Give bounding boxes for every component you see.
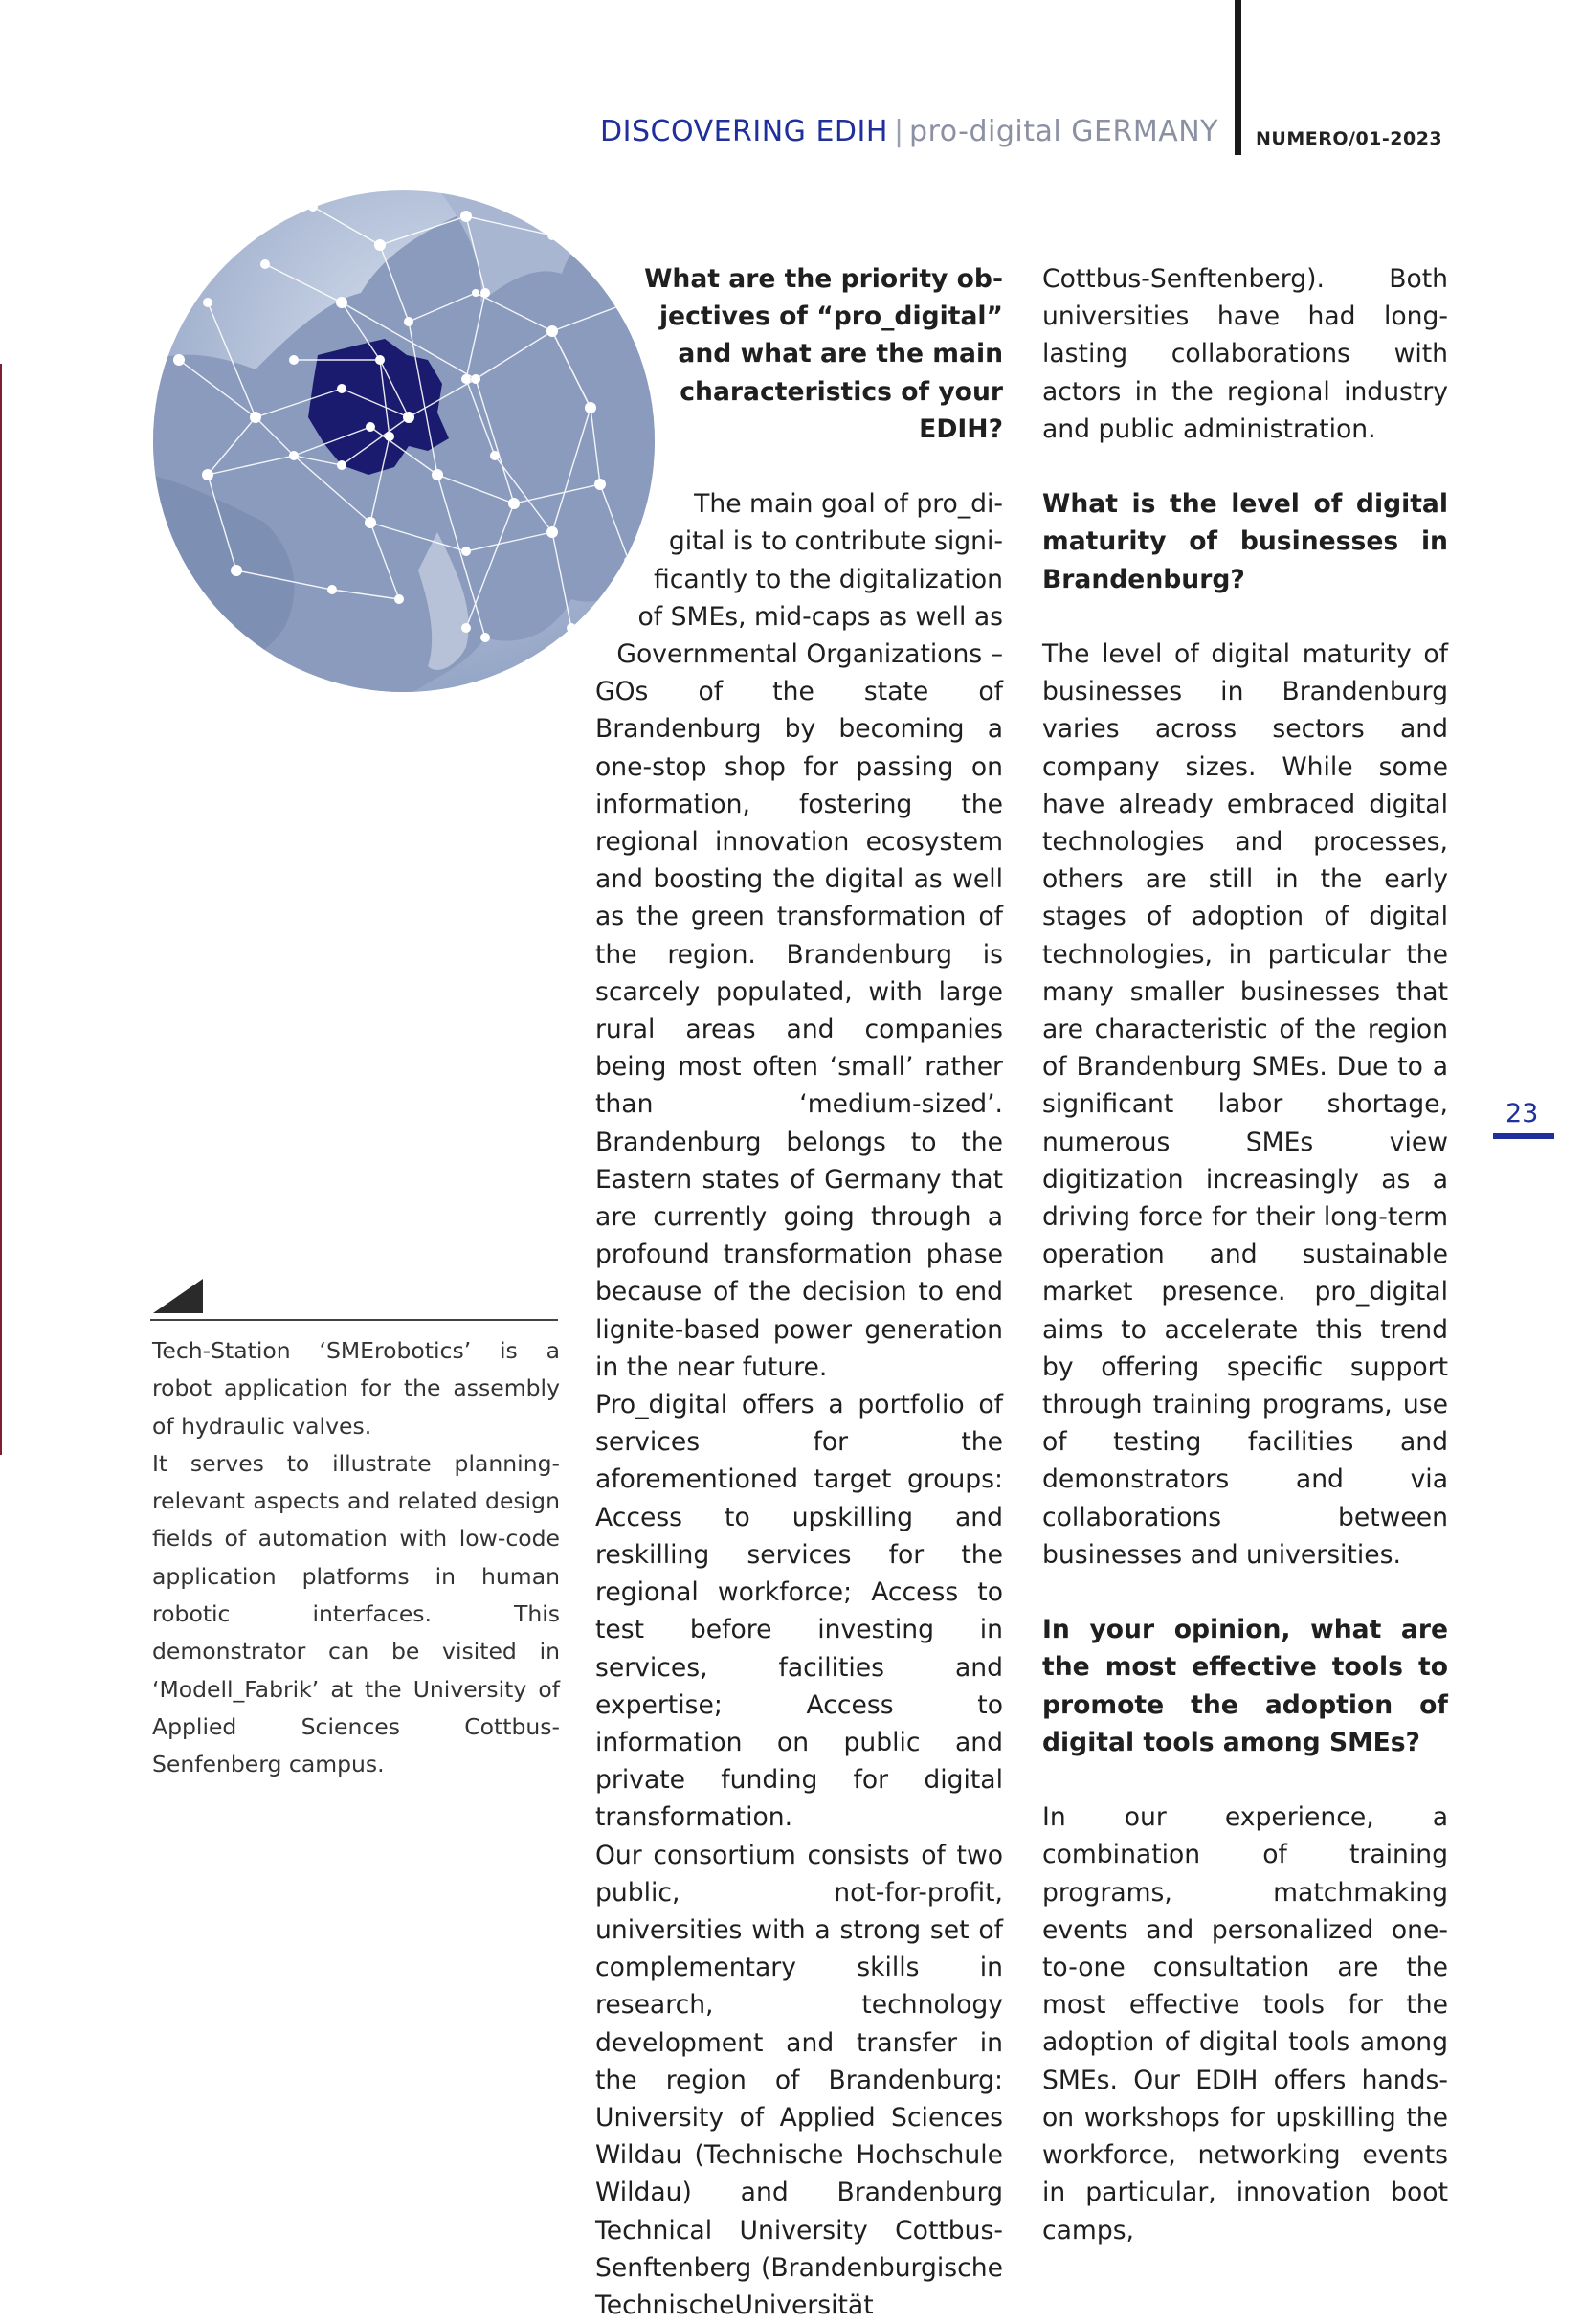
answer-continued-paragraph: Cottbus-Senftenberg). Both universities have had long-lasting collaborations with actors in the regional industry and public administration. <box>1042 264 1448 444</box>
europe-network-globe-icon <box>150 188 658 695</box>
page-edge-line <box>0 364 2 1455</box>
caption-marker <box>153 1279 203 1313</box>
page-number-bar <box>1493 1133 1554 1139</box>
answer-3-paragraph: Our consortium consists of two public, not-for-profit, universities with a strong set of complementary skills in research, technology development and transfer in the region of Brandenburg: University of Applied Sciences Wildau (Technische Hochschule Wildau) and Brandenburg Technical University Cottbus-Senftenberg (Brandenburgische TechnischeUniversität <box>595 1840 1003 2320</box>
question-3: In your opinion, what are the most effective tools to promote the adoption of digital tools among SMEs? <box>1042 1615 1448 1757</box>
answer-1-paragraph: GOs of the state of Brandenburg by becoming a one-stop shop for passing on information, fostering the regional innovation ecosystem and boosting the digital as well as the green transformation of the region. Brandenburg is scarcely populated, with large rural areas and companies being most often ‘small’ rather than ‘medium-sized’. Brandenburg belongs to the Eastern states of Germany that are currently going through a profound transformation phase because of the decision to end lignite-based power generation in the near future. <box>595 677 1003 1382</box>
issue-number: NUMERO/01-2023 <box>1256 128 1443 149</box>
answer-1-line-4: of SMEs, mid-caps as well as <box>637 601 1003 632</box>
answer-1-line-1: The main goal of pro_di- <box>694 489 1003 520</box>
answer-1-line-2: gital is to contribute signi- <box>668 526 1003 557</box>
article-column-2 <box>1042 260 1448 2249</box>
answer-2-paragraph: Pro_digital offers a portfolio of services for the aforementioned target groups: Access to upskilling and reskilling services for the regional workforce; Access to test before investing in services, facilities and expertise; Access to information on public and private funding for digital transformation. <box>595 1390 1003 1833</box>
question-1-line-5: EDIH? <box>919 413 1003 444</box>
spacer <box>595 448 1003 485</box>
answer-5-paragraph: In our experience, a combination of training programs, matchmaking events and personalized one-to-one consultation are the most effective tools for the adoption of digital tools among SMEs. Our EDIH offers hands-on workshops for upskilling the workforce, networking events in particular, innovation boot camps, <box>1042 1802 1448 2246</box>
spacer <box>1042 448 1448 485</box>
caption-rule <box>150 1319 558 1321</box>
question-1-line-2: jectives of “pro_digital” <box>658 302 1003 332</box>
article-column-1 <box>595 260 1003 2324</box>
question-1-line-3: and what are the main <box>678 339 1003 369</box>
spacer <box>1042 1761 1448 1799</box>
page-number: 23 <box>1505 1099 1539 1128</box>
answer-1-line-5: Governmental Organizations – <box>616 639 1003 670</box>
spacer <box>1042 1574 1448 1611</box>
answer-1-line-3: ficantly to the digitalization <box>653 564 1003 594</box>
image-caption <box>152 1332 560 1784</box>
answer-4-paragraph: The level of digital maturity of businesses in Brandenburg varies across sectors and company sizes. While some have already embraced digital technologies and processes, others are still in the early stages of adoption of digital technologies, in particular the many smaller businesses that are characteristic of the region of Brandenburg SMEs. Due to a significant labor shortage, numerous SMEs view digitization increasingly as a driving force for their long-term operation and sustainable market presence. pro_digital aims to accelerate this trend by offering specific support through training programs, use of testing facilities and demonstrators and via collaborations between businesses and universities. <box>1042 639 1448 1570</box>
question-1-line-1: What are the priority ob- <box>644 264 1003 294</box>
caption-paragraph-1: Tech-Station ‘SMErobotics’ is a robot application for the assembly of hydraulic valves. <box>152 1337 560 1440</box>
question-2: What is the level of digital maturity of businesses in Brandenburg? <box>1042 489 1448 594</box>
header-separator: | <box>893 115 904 148</box>
caption-paragraph-2: It serves to illustrate planning-relevant aspects and related design fields of automation with low-code application platforms in human robotic interfaces. This demonstrator can be visited in ‘Modell_Fabrik’ at the University of Applied Sciences Cottbus-Senfenberg campus. <box>152 1449 560 1778</box>
question-1-line-4: characteristics of your <box>680 376 1003 407</box>
header-subtitle: pro-digital GERMANY <box>909 115 1218 148</box>
header-vertical-rule <box>1235 0 1241 155</box>
header-section: DISCOVERING EDIH <box>600 115 888 148</box>
spacer <box>1042 598 1448 636</box>
running-header <box>600 115 1218 157</box>
